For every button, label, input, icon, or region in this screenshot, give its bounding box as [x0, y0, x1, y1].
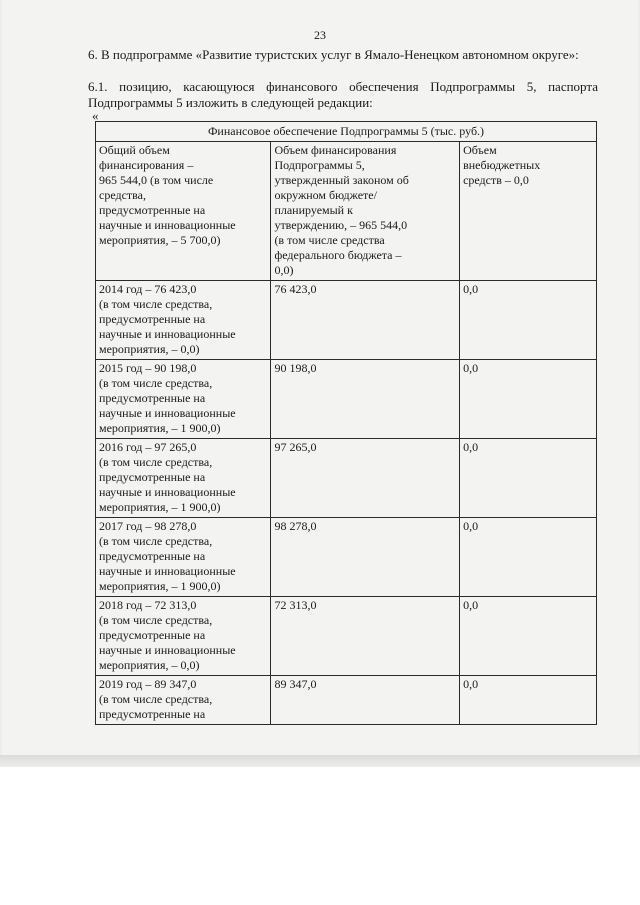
cell-line: окружном бюджете/ — [274, 188, 377, 202]
cell-line: предусмотренные на — [99, 707, 206, 721]
cell-line: 2015 год – 90 198,0 — [99, 361, 197, 375]
cell-year-total — [96, 439, 271, 518]
table-row — [96, 518, 597, 597]
cell-line: средства, — [99, 188, 147, 202]
cell-budget: 72 313,0 — [271, 597, 460, 676]
header-budget — [271, 142, 460, 281]
cell-line: мероприятия, – 5 700,0) — [99, 233, 221, 247]
cell-line: предусмотренные на — [99, 549, 206, 563]
opening-quote: « — [92, 108, 99, 123]
cell-line: мероприятия, – 1 900,0) — [99, 421, 221, 435]
table-header-row — [96, 142, 597, 281]
cell-line: (в том числе средства, — [99, 297, 213, 311]
table-caption-row — [96, 122, 597, 142]
cell-line: утверждению, – 965 544,0 — [274, 218, 408, 232]
cell-budget: 97 265,0 — [271, 439, 460, 518]
cell-year-total — [96, 676, 271, 725]
cell-line: предусмотренные на — [99, 628, 206, 642]
cell-year-total — [96, 360, 271, 439]
cell-line: научные и инновационные — [99, 327, 236, 341]
cell-budget: 90 198,0 — [271, 360, 460, 439]
scan-edge — [0, 755, 640, 767]
cell-line: средств – 0,0 — [463, 173, 529, 187]
cell-line: мероприятия, – 1 900,0) — [99, 500, 221, 514]
cell-extra: 0,0 — [460, 439, 597, 518]
table-row — [96, 676, 597, 725]
paragraph-subprogram: 6. В подпрограмме «Развитие туристских услуг в Ямало-Ненецком автономном округе»: — [88, 47, 579, 62]
cell-line: 965 544,0 (в том числе — [99, 173, 214, 187]
table-caption: Финансовое обеспечение Подпрограммы 5 (тыс. руб.) — [96, 122, 597, 142]
cell-line: (в том числе средства — [274, 233, 385, 247]
cell-line: 2019 год – 89 347,0 — [99, 677, 197, 691]
table-row — [96, 597, 597, 676]
cell-line: утвержденный законом об — [274, 173, 409, 187]
cell-line: научные и инновационные — [99, 406, 236, 420]
cell-line: (в том числе средства, — [99, 613, 213, 627]
header-extra — [460, 142, 597, 281]
table-row — [96, 281, 597, 360]
cell-line: (в том числе средства, — [99, 534, 213, 548]
paragraph-position: 6.1. позицию, касающуюся финансового обеспечения Подпрограммы 5, паспорта Подпрограммы 5 изложить в следующей редакции: — [88, 79, 598, 110]
cell-line: федерального бюджета – — [274, 248, 402, 262]
cell-line: Объем финансирования — [274, 143, 397, 157]
cell-year-total — [96, 518, 271, 597]
table-row — [96, 439, 597, 518]
cell-budget: 89 347,0 — [271, 676, 460, 725]
cell-extra: 0,0 — [460, 360, 597, 439]
cell-line: Объем — [463, 143, 497, 157]
cell-line: (в том числе средства, — [99, 692, 213, 706]
cell-line: Общий объем — [99, 143, 170, 157]
table-row — [96, 360, 597, 439]
cell-line: 2018 год – 72 313,0 — [99, 598, 197, 612]
cell-line: внебюджетных — [463, 158, 541, 172]
cell-line: предусмотренные на — [99, 312, 206, 326]
cell-line: мероприятия, – 1 900,0) — [99, 579, 221, 593]
cell-line: научные и инновационные — [99, 218, 236, 232]
cell-line: мероприятия, – 0,0) — [99, 342, 200, 356]
cell-line: планируемый к — [274, 203, 353, 217]
cell-line: (в том числе средства, — [99, 376, 213, 390]
cell-extra: 0,0 — [460, 676, 597, 725]
financing-table — [95, 121, 597, 725]
cell-extra: 0,0 — [460, 597, 597, 676]
cell-extra: 0,0 — [460, 518, 597, 597]
cell-year-total — [96, 597, 271, 676]
cell-year-total — [96, 281, 271, 360]
cell-line: 2016 год – 97 265,0 — [99, 440, 197, 454]
cell-line: 2014 год – 76 423,0 — [99, 282, 197, 296]
header-total — [96, 142, 271, 281]
cell-budget: 76 423,0 — [271, 281, 460, 360]
cell-line: научные и инновационные — [99, 643, 236, 657]
cell-budget: 98 278,0 — [271, 518, 460, 597]
cell-line: (в том числе средства, — [99, 455, 213, 469]
cell-extra: 0,0 — [460, 281, 597, 360]
cell-line: финансирования – — [99, 158, 194, 172]
cell-line: научные и инновационные — [99, 564, 236, 578]
cell-line: научные и инновационные — [99, 485, 236, 499]
cell-line: предусмотренные на — [99, 470, 206, 484]
cell-line: мероприятия, – 0,0) — [99, 658, 200, 672]
cell-line: Подпрограммы 5, — [274, 158, 365, 172]
cell-line: 0,0) — [274, 263, 294, 277]
cell-line: предусмотренные на — [99, 391, 206, 405]
cell-line: предусмотренные на — [99, 203, 206, 217]
cell-line: 2017 год – 98 278,0 — [99, 519, 197, 533]
page-number: 23 — [314, 28, 326, 42]
